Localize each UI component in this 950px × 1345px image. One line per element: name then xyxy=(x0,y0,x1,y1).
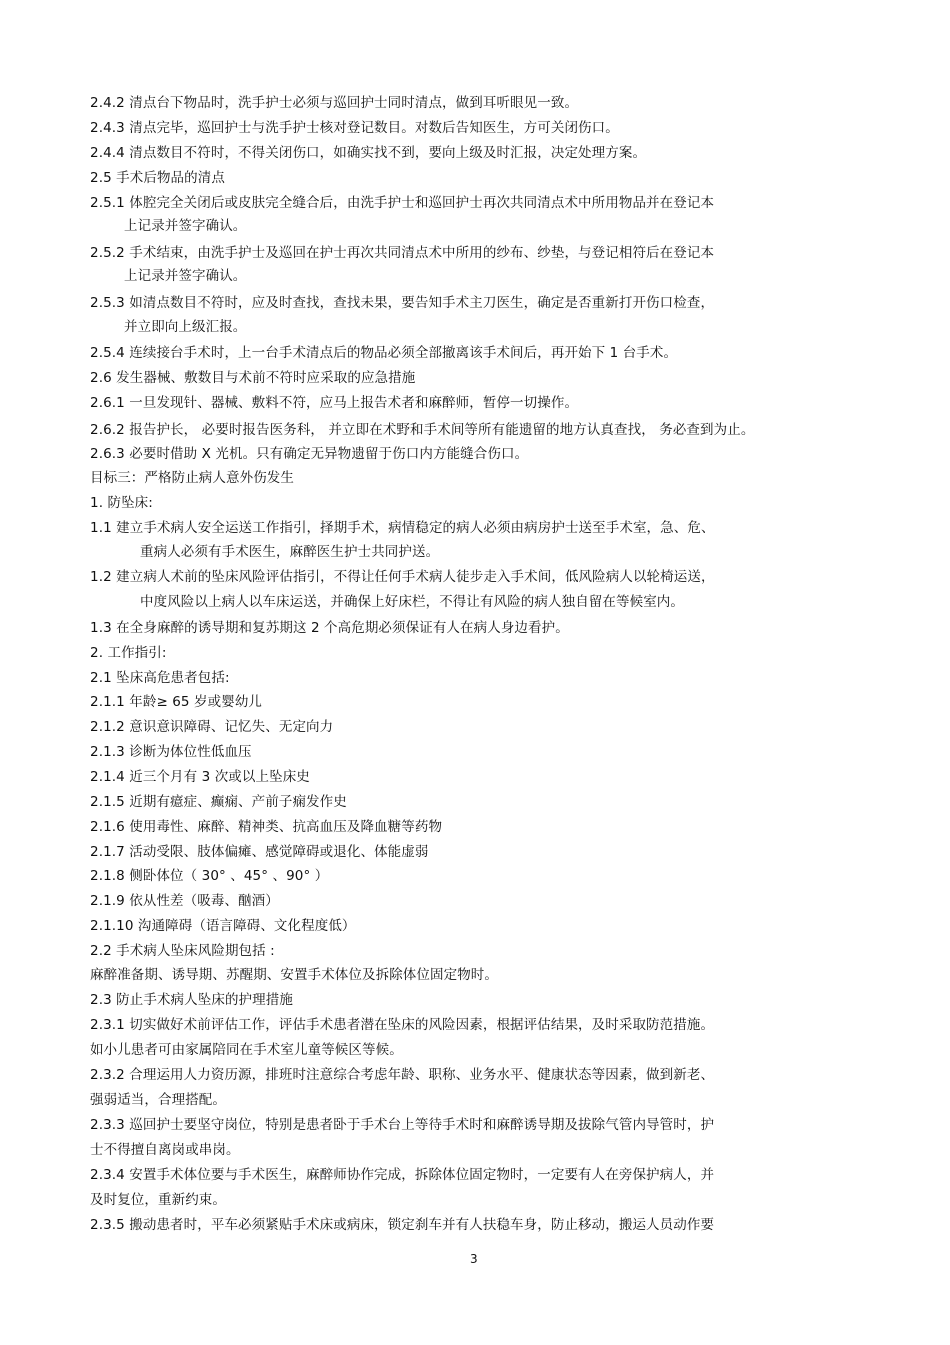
text-line: 2.1.6 使用毒性、麻醉、精神类、抗高血压及降血糖等药物 xyxy=(90,819,443,835)
text-line: 上记录并签字确认。 xyxy=(124,218,247,234)
text-line: 2.3.4 安置手术体位要与手术医生，麻醉师协作完成，拆除体位固定物时，一定要有人在旁保护病人，并 xyxy=(90,1167,715,1183)
text-line: 2. 工作指引: xyxy=(90,645,167,661)
text-line: 2.6 发生器械、敷数目与术前不符时应采取的应急措施 xyxy=(90,370,416,386)
text-line: 2.2 手术病人坠床风险期包括 : xyxy=(90,943,275,959)
text-line: 2.5.3 如清点数目不符时，应及时查找，查找未果，要告知手术主刀医生，确定是否重新打开伤口检查， xyxy=(90,295,715,311)
text-line: 2.1.3 诊断为体位性低血压 xyxy=(90,744,252,760)
text-line: 2.3.1 切实做好术前评估工作，评估手术患者潜在坠床的风险因素，根据评估结果，及时采取防范措施。 xyxy=(90,1017,715,1033)
text-line: 2.1.5 近期有癔症、癫痫、产前子痫发作史 xyxy=(90,794,347,810)
text-line: 2.1 坠床高危患者包括: xyxy=(90,670,230,686)
text-line: 2.1.4 近三个月有 3 次或以上坠床史 xyxy=(90,769,310,785)
text-line: 1.3 在全身麻醉的诱导期和复苏期这 2 个高危期必须保证有人在病人身边看护。 xyxy=(90,620,569,636)
text-line: 上记录并签字确认。 xyxy=(124,268,247,284)
text-line: 如小儿患者可由家属陪同在手术室儿童等候区等候。 xyxy=(90,1042,403,1058)
text-line: 重病人必须有手术医生，麻醉医生护士共同护送。 xyxy=(140,544,440,560)
text-line: 2.3.3 巡回护士要坚守岗位，特别是患者卧于手术台上等待手术时和麻醉诱导期及拔除气管内导管时，护 xyxy=(90,1117,715,1133)
text-line: 及时复位，重新约束。 xyxy=(90,1192,226,1208)
text-line: 士不得擅自离岗或串岗。 xyxy=(90,1142,240,1158)
text-line: 1. 防坠床: xyxy=(90,495,153,511)
text-line: 中度风险以上病人以车床运送，并确保上好床栏，不得让有风险的病人独自留在等候室内。 xyxy=(140,594,684,610)
text-line: 2.1.1 年龄≥ 65 岁或婴幼儿 xyxy=(90,694,263,710)
text-line: 1.2 建立病人术前的坠床风险评估指引，不得让任何手术病人徒步走入手术间，低风险病人以轮椅运送， xyxy=(90,569,715,585)
text-line: 2.4.4 清点数目不符时，不得关闭伤口，如确实找不到，要向上级及时汇报，决定处理方案。 xyxy=(90,145,647,161)
text-line: 2.3 防止手术病人坠床的护理措施 xyxy=(90,992,293,1008)
text-line: 2.3.5 搬动患者时，平车必须紧贴手术床或病床，锁定刹车并有人扶稳车身，防止移动，搬运人员动作要 xyxy=(90,1217,715,1233)
text-line: 麻醉准备期、诱导期、苏醒期、安置手术体位及拆除体位固定物时。 xyxy=(90,967,498,983)
text-line: 2.3.2 合理运用人力资历源，排班时注意综合考虑年龄、职称、业务水平、健康状态等因素，做到新老、 xyxy=(90,1067,715,1083)
text-line: 2.4.2 清点台下物品时，洗手护士必须与巡回护士同时清点，做到耳听眼见一致。 xyxy=(90,95,579,111)
text-line: 2.5.4 连续接台手术时，上一台手术清点后的物品必须全部撤离该手术间后，再开始下 1 台手术。 xyxy=(90,345,678,361)
text-line: 2.1.7 活动受限、肢体偏瘫、感觉障碍或退化、体能虚弱 xyxy=(90,844,429,860)
text-line: 2.6.3 必要时借助 X 光机。只有确定无异物遗留于伤口内方能缝合伤口。 xyxy=(90,446,529,462)
text-line: 2.1.10 沟通障碍（语言障碍、文化程度低） xyxy=(90,918,356,934)
text-line: 2.1.8 侧卧体位（ 30° 、45° 、90° ） xyxy=(90,868,329,884)
text-line: 并立即向上级汇报。 xyxy=(124,319,247,335)
text-line: 2.6.1 一旦发现针、器械、敷料不符，应马上报告术者和麻醉师，暂停一切操作。 xyxy=(90,395,579,411)
text-line: 强弱适当，合理搭配。 xyxy=(90,1092,226,1108)
text-line: 目标三：严格防止病人意外伤发生 xyxy=(90,470,294,486)
text-line: 2.5.1 体腔完全关闭后或皮肤完全缝合后，由洗手护士和巡回护士再次共同清点术中所用物品并在登记本 xyxy=(90,195,715,211)
text-line: 2.1.9 依从性差（吸毒、酗酒） xyxy=(90,893,279,909)
text-line: 2.1.2 意识意识障碍、记忆失、无定向力 xyxy=(90,719,334,735)
text-line: 2.5.2 手术结束，由洗手护士及巡回在护士再次共同清点术中所用的纱布、纱垫，与登记相符后在登记本 xyxy=(90,245,715,261)
page-number: 3 xyxy=(470,1252,478,1266)
text-line: 2.4.3 清点完毕，巡回护士与洗手护士核对登记数目。对数后告知医生，方可关闭伤口。 xyxy=(90,120,619,136)
text-line: 2.6.2 报告护长， 必要时报告医务科， 并立即在术野和手术间等所有能遗留的地方认真查找， 务必查到为止。 xyxy=(90,422,755,438)
text-line: 1.1 建立手术病人安全运送工作指引，择期手术，病情稳定的病人必须由病房护士送至手术室，急、危、 xyxy=(90,520,715,536)
text-line: 2.5 手术后物品的清点 xyxy=(90,170,225,186)
